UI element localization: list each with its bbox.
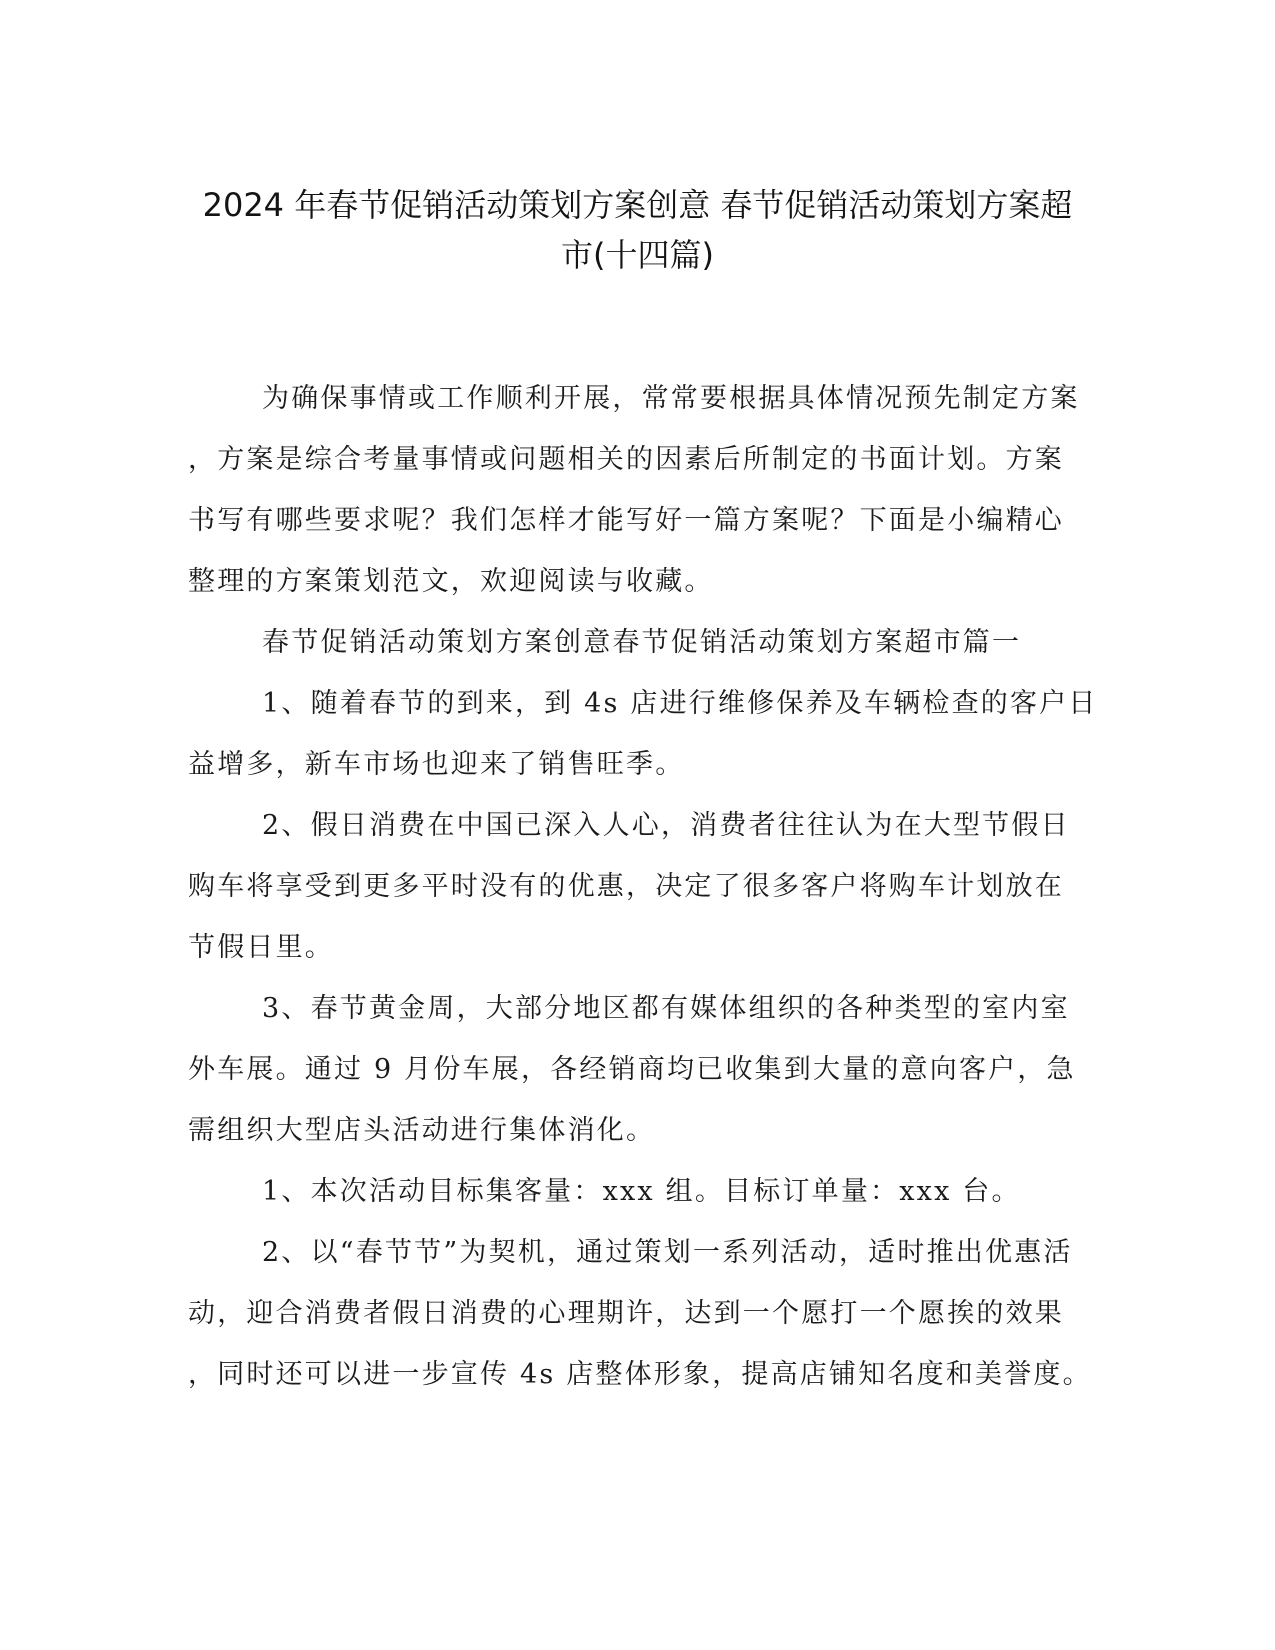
intro-paragraph-line: 为确保事情或工作顺利开展，常常要根据具体情况预先制定方案 [262,383,1080,414]
section-heading: 春节促销活动策划方案创意春节促销活动策划方案超市篇一 [262,627,1022,658]
list-item-line: 外车展。通过 9 月份车展，各经销商均已收集到大量的意向客户，急 [188,1054,1076,1085]
intro-paragraph-line: 书写有哪些要求呢？我们怎样才能写好一篇方案呢？下面是小编精心 [188,505,1064,536]
list-item-line: 动，迎合消费者假日消费的心理期许，达到一个愿打一个愿挨的效果 [188,1298,1064,1329]
intro-paragraph-line: ，方案是综合考量事情或问题相关的因素后所制定的书面计划。方案 [188,444,1064,475]
list-item-line: 需组织大型店头活动进行集体消化。 [188,1115,656,1146]
list-item-line: 2、假日消费在中国已深入人心，消费者往往认为在大型节假日 [262,810,1070,841]
list-item-line: 3、春节黄金周，大部分地区都有媒体组织的各种类型的室内室 [262,993,1070,1024]
document-title [150,180,1125,280]
list-item-line: 购车将享受到更多平时没有的优惠，决定了很多客户将购车计划放在 [188,871,1064,902]
title-line-1: 2024 年春节促销活动策划方案创意 春节促销活动策划方案超 [202,186,1073,224]
list-item-line: 1、随着春节的到来，到 4s 店进行维修保养及车辆检查的客户日 [262,688,1098,719]
document-body [188,368,1098,1405]
list-item-line: 2、以“春节节”为契机，通过策划一系列活动，适时推出优惠活 [262,1237,1073,1268]
list-item-line: 1、本次活动目标集客量：xxx 组。目标订单量：xxx 台。 [262,1176,1021,1207]
list-item-line: 节假日里。 [188,932,334,963]
list-item-line: ，同时还可以进一步宣传 4s 店整体形象，提高店铺知名度和美誉度。 [188,1359,1092,1390]
title-line-2: 市(十四篇) [561,236,714,274]
list-item-line: 益增多，新车市场也迎来了销售旺季。 [188,749,685,780]
intro-paragraph-line: 整理的方案策划范文，欢迎阅读与收藏。 [188,566,714,597]
